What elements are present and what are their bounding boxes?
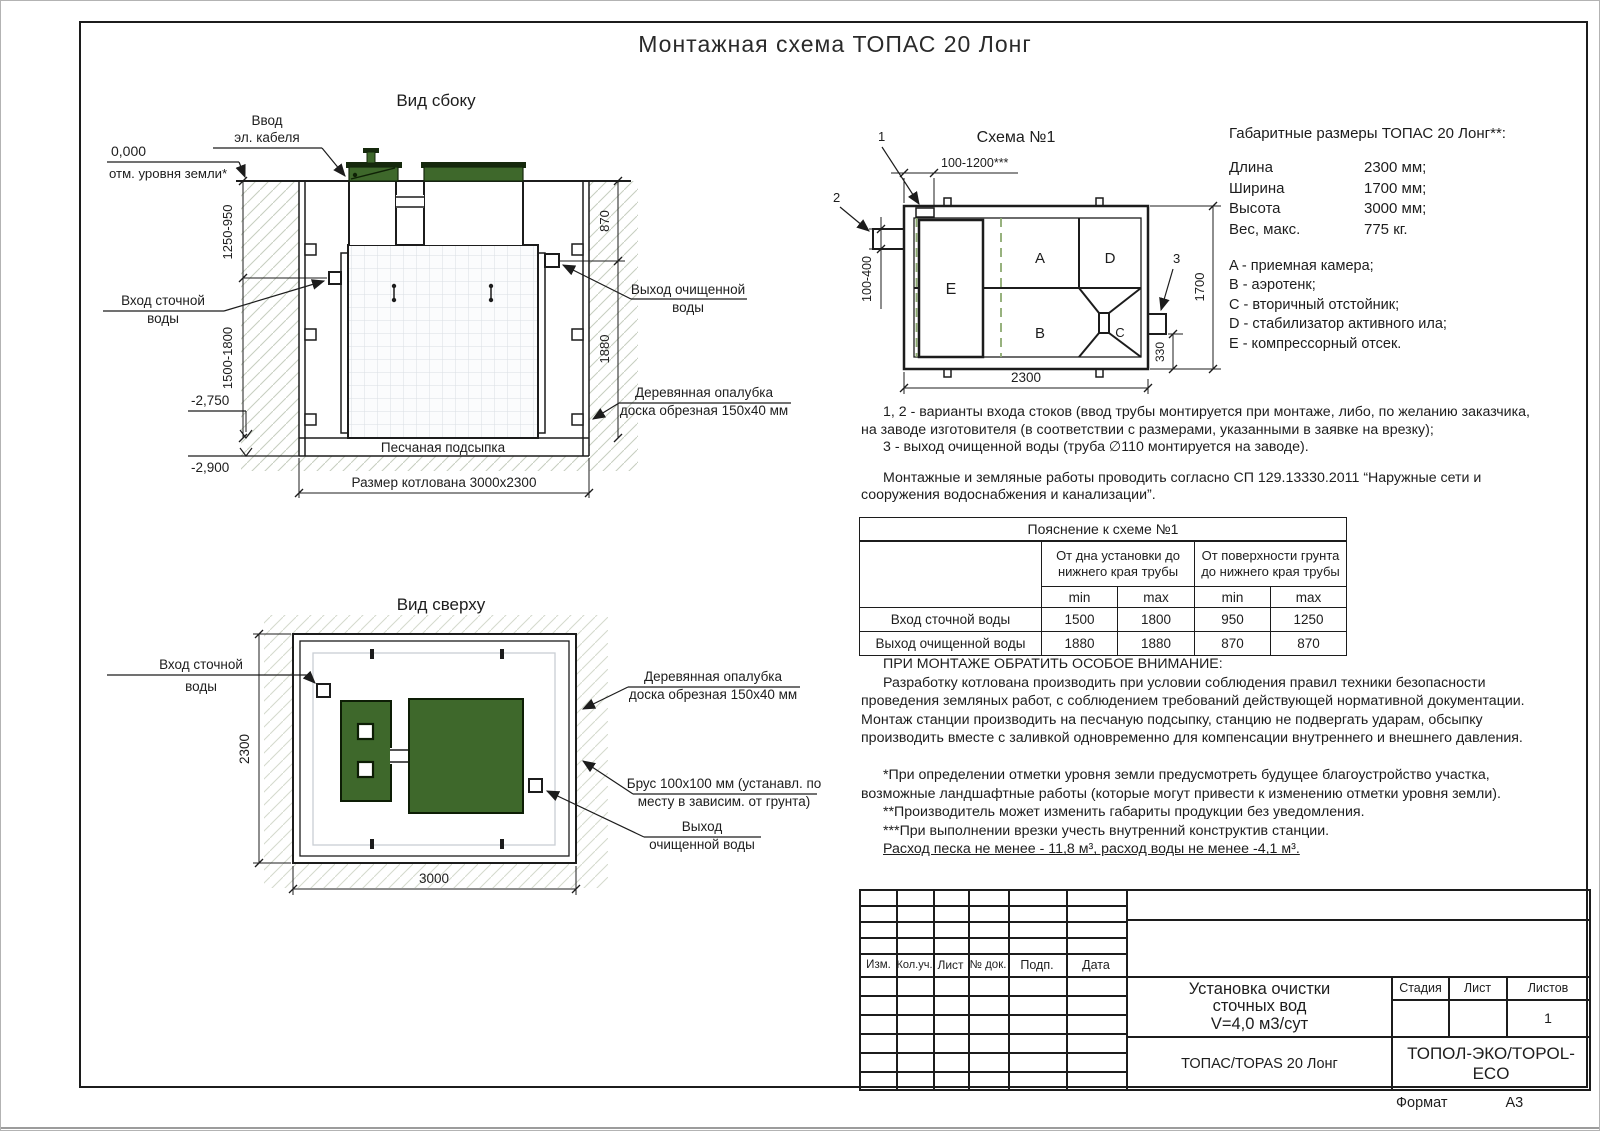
top-view-drawing (101, 591, 841, 921)
grid-line (861, 1033, 1127, 1035)
consumption-note: Расход песка не менее - 11,8 м³, расход воды не менее -4,1 м³. (883, 841, 1300, 858)
grid-line (861, 921, 1127, 923)
tank-flange-left (341, 253, 348, 433)
top-view-title: Вид сверху (396, 595, 486, 614)
svg-text:Вход сточной: Вход сточной (121, 293, 205, 308)
table-title: Пояснение к схеме №1 (860, 518, 1347, 542)
side-view-title: Вид сбоку (396, 91, 476, 110)
footnote-1: *При определении отметки уровня земли предусмотреть будущее благоустройство участка, возможные ландшафтные работы (которые могут привести к изменению отметки уровня земли). (861, 766, 1501, 802)
grid-line (861, 995, 1127, 997)
dimension-top (891, 169, 1018, 206)
row-label: Выход очищенной воды (860, 632, 1042, 656)
spec-label: Вес, макс. (1229, 220, 1301, 238)
warning-body: Разработку котлована производить при условии соблюдения правил техники безопасности проведения земляных работ, с соблюдением требований действующей нормативной документации. Монтаж станции производить на песчаную подсыпку, станцию не подвергать ударам, обсыпку производить вместе с заливкой одновременно для компенсации внутреннего и внешнего давления. (861, 674, 1525, 747)
inlet-option-1 (916, 208, 934, 217)
cable-entry-label (213, 113, 345, 176)
compartment-c: C (1115, 325, 1125, 340)
lid-latch (358, 724, 373, 739)
max-header: max (1271, 587, 1347, 608)
svg-text:эл. кабеля: эл. кабеля (234, 130, 300, 145)
lid-small (341, 701, 391, 801)
mark-3 (1161, 251, 1180, 310)
dim-left-bottom: 1500-1800 (220, 326, 235, 390)
dim-right-bottom: 1880 (597, 334, 612, 364)
footnote-3: ***При выполнении врезки учесть внутренний конструктив станции. (883, 822, 1330, 839)
grid-line (861, 937, 1127, 939)
drawing-title: Монтажная схема ТОПАС 20 Лонг (638, 31, 1032, 57)
pit-size-label: Размер котлована 3000х2300 (351, 475, 537, 490)
spec-row (1229, 179, 1559, 200)
svg-text:воды: воды (185, 679, 217, 694)
table-row (860, 608, 1347, 632)
footnote-2: **Производитель может изменить габариты продукции без уведомления. (883, 804, 1365, 821)
installation-warning-block (861, 655, 1541, 859)
compartment-d: D (1104, 250, 1116, 267)
spec-label: Высота (1229, 200, 1281, 217)
spec-row (1229, 220, 1559, 241)
mark-1 (878, 129, 919, 204)
sheet-label: Лист (1463, 980, 1492, 995)
cell-value: 1250 (1271, 608, 1347, 632)
explanation-table (859, 517, 1347, 656)
legend-item: C - вторичный отстойник; (1229, 296, 1400, 313)
zero-level-text: 0,000 (111, 143, 147, 159)
svg-text:-2,750: -2,750 (191, 393, 230, 408)
svg-text:Ввод: Ввод (251, 113, 283, 128)
sand-bed-label: Песчаная подсыпка (380, 440, 506, 455)
col-ndok: № док. (969, 958, 1007, 971)
leader-line (840, 207, 869, 231)
spec-value: 1700 мм; (1364, 179, 1427, 197)
col-koluch: Кол.уч. (896, 958, 933, 971)
svg-text:-2,900: -2,900 (191, 460, 230, 475)
spec-label: Длина (1229, 159, 1273, 176)
legend-item: B - аэротенк; (1229, 277, 1316, 294)
tank-neck-right (424, 181, 523, 245)
scheme-title: Схема №1 (976, 129, 1056, 146)
max-header: max (1118, 587, 1195, 608)
svg-text:Деревянная опалубка: Деревянная опалубка (643, 669, 783, 684)
leader-line (322, 148, 345, 176)
outlet-stub (545, 254, 559, 267)
col-list: Лист (937, 957, 964, 972)
svg-text:Вход сточной: Вход сточной (159, 657, 243, 672)
dim-right-label: 1700 (1192, 272, 1207, 302)
grid-line (861, 1052, 1127, 1054)
svg-text:воды: воды (672, 300, 704, 315)
svg-text:3: 3 (1173, 251, 1181, 266)
title-block (859, 889, 1591, 1091)
dim-height-label: 2300 (237, 733, 252, 765)
side-view-drawing (91, 86, 831, 506)
min-header: min (1195, 587, 1271, 608)
compartment-a: A (1034, 250, 1046, 267)
dim-bottom-label: 2300 (1010, 370, 1042, 385)
dim-left-top: 1250-950 (220, 204, 235, 260)
compartment-e: E (945, 281, 957, 298)
table-corner-cell (860, 541, 1042, 608)
svg-text:1: 1 (878, 129, 886, 144)
footnotes (861, 766, 1541, 840)
spec-row (1229, 199, 1559, 220)
dimension-outlet (1168, 330, 1183, 373)
cell-value: 1880 (1118, 632, 1195, 656)
beam-label (583, 761, 821, 809)
cell-value: 1800 (1118, 608, 1195, 632)
svg-text:очищенной воды: очищенной воды (649, 837, 755, 852)
format-note (1396, 1095, 1523, 1111)
grid-line (861, 1071, 1127, 1073)
svg-text:доска обрезная 150х40 мм: доска обрезная 150х40 мм (628, 687, 798, 702)
note-regulations: Монтажные и земляные работы проводить согласно СП 129.13330.2011 “Наружные сети и сооружения водоснабжения и канализации”. (861, 469, 1482, 504)
legend-item: D - стабилизатор активного ила; (1229, 316, 1447, 333)
format-label: Формат (1396, 1095, 1448, 1111)
company-name: ТОПОЛ-ЭКО/TOPOL-ECO (1407, 1043, 1575, 1083)
dim-left-label: 100-400 (860, 256, 874, 302)
spec-value: 2300 мм; (1364, 159, 1427, 176)
sheets-value: 1 (1544, 1009, 1552, 1026)
legend-item: A - приемная камера; (1229, 258, 1374, 274)
lid-right (424, 167, 523, 181)
ground-level-mark (107, 143, 245, 181)
scheme-tank-plan (873, 198, 1166, 377)
grid-line (1126, 919, 1589, 921)
svg-text:месту в зависим. от грунта): месту в зависим. от грунта) (637, 794, 811, 809)
level-leader (239, 162, 245, 177)
stage-label: Стадия (1399, 980, 1442, 995)
svg-text:Деревянная опалубка: Деревянная опалубка (634, 385, 774, 400)
cell-value: 870 (1195, 632, 1271, 656)
spec-value: 3000 мм; (1364, 200, 1427, 217)
note-outlet: 3 - выход очищенной воды (труба ∅110 монтируется на заводе). (883, 439, 1309, 456)
grid-line (861, 905, 1127, 907)
scheme-notes (861, 404, 1537, 505)
compartment-b: B (1034, 325, 1046, 342)
dim-top-label: 100-1200*** (941, 156, 1009, 170)
svg-text:Брус 100х100 мм (устанавл. по: Брус 100х100 мм (устанавл. по (626, 776, 822, 791)
tank-lids (346, 148, 526, 181)
specs-title: Габаритные размеры ТОПАС 20 Лонг**: (1229, 125, 1506, 142)
spec-label: Ширина (1229, 179, 1285, 197)
col-data: Дата (1082, 957, 1110, 972)
page-bottom-edge (1, 1127, 1600, 1129)
row-label: Вход сточной воды (860, 608, 1042, 632)
grid-line (861, 1014, 1127, 1016)
dim-outlet-label: 330 (1153, 341, 1167, 363)
leader-line (882, 147, 919, 204)
warning-title: ПРИ МОНТАЖЕ ОБРАТИТЬ ОСОБОЕ ВНИМАНИЕ: (883, 656, 1223, 672)
lid-large (409, 699, 523, 813)
col-group-1: От дна установки до нижнего края трубы (1042, 541, 1195, 587)
cell-value: 950 (1195, 608, 1271, 632)
sheets-label: Листов (1527, 980, 1569, 995)
note-inlet-options: 1, 2 - варианты входа стоков (ввод трубы монтируется при монтаже, либо, по желанию заказчика, на заводе изготовителя (в соответствии с размерами, указанными в заявке на врезку); (861, 404, 1530, 438)
mark-2 (833, 190, 869, 231)
spec-row (1229, 158, 1559, 179)
min-header: min (1042, 587, 1118, 608)
table-row (860, 632, 1347, 656)
outlet-3 (1148, 314, 1166, 334)
svg-text:доска обрезная 150х40 мм: доска обрезная 150х40 мм (619, 403, 789, 418)
spec-value: 775 кг. (1364, 220, 1408, 238)
svg-text:Выход очищенной: Выход очищенной (630, 282, 746, 297)
tank-neck-left (349, 181, 396, 245)
product-name: ТОПАС/TOPAS 20 Лонг (1181, 1055, 1338, 1072)
cell-value: 870 (1271, 632, 1347, 656)
formwork-label (583, 669, 800, 709)
svg-text:2: 2 (833, 190, 841, 205)
vent-stem (367, 152, 375, 163)
col-podp: Подп. (1020, 957, 1054, 972)
tank-flange-right (538, 253, 545, 433)
col-group-2: От поверхности грунта до нижнего края трубы (1195, 541, 1347, 587)
dim-width-label: 3000 (418, 871, 450, 886)
lid-latch (358, 762, 373, 777)
cell-value: 1880 (1042, 632, 1118, 656)
compartment-legend (1229, 257, 1559, 354)
svg-text:воды: воды (147, 311, 179, 326)
leader-line (1161, 269, 1173, 310)
dim-right-top: 870 (597, 210, 612, 232)
document-title: Установка очистки сточных вод V=4,0 м3/сут (1188, 979, 1331, 1033)
tank-shell (348, 245, 538, 438)
svg-text:Выход: Выход (681, 819, 723, 834)
overall-dimensions-block (1229, 125, 1559, 354)
legend-item: E - компрессорный отсек. (1229, 335, 1402, 352)
ground-level-label: отм. уровня земли* (109, 166, 228, 181)
outlet-opening (529, 779, 542, 792)
inlet-stub (329, 272, 341, 284)
cell-value: 1500 (1042, 608, 1118, 632)
col-izm: Изм. (866, 958, 891, 971)
inlet-opening (317, 684, 330, 697)
format-value: А3 (1505, 1095, 1524, 1111)
scheme-1-drawing (821, 111, 1241, 411)
